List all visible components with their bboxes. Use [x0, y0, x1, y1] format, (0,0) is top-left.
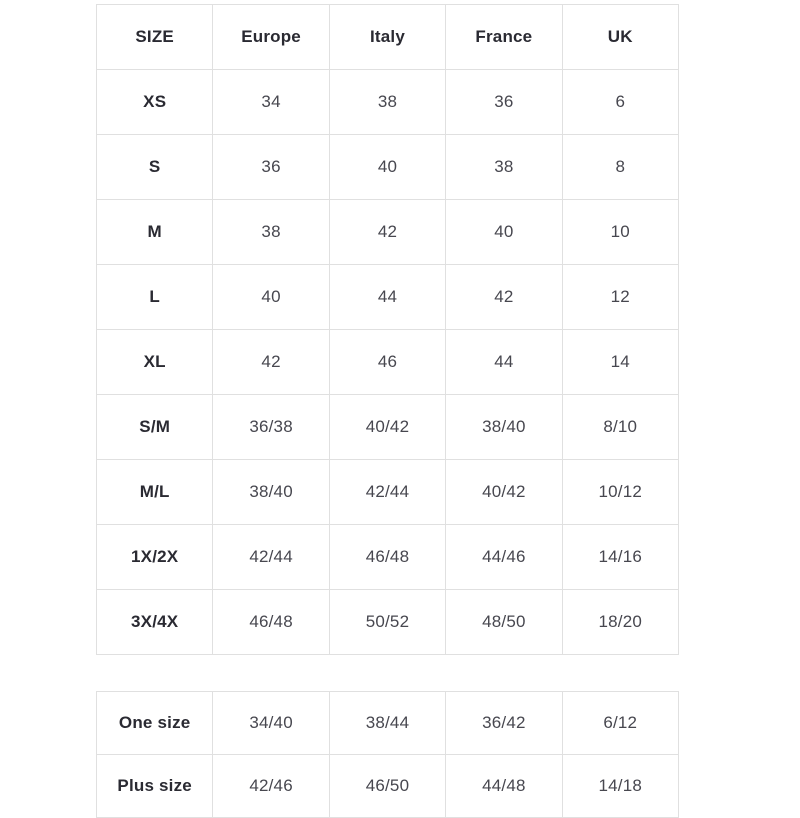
size-value-cell: 14 [562, 330, 678, 395]
size-value-cell: 34 [213, 70, 329, 135]
row-size-label: Plus size [97, 755, 213, 818]
size-value-cell: 42/44 [329, 460, 445, 525]
size-value-cell: 38/40 [446, 395, 562, 460]
size-value-cell: 38 [446, 135, 562, 200]
table-row [97, 330, 679, 395]
row-size-label: 1X/2X [97, 525, 213, 590]
row-size-label: 3X/4X [97, 590, 213, 655]
table-row [97, 755, 679, 818]
size-value-cell: 42 [446, 265, 562, 330]
size-table-header [97, 5, 679, 70]
size-value-cell: 50/52 [329, 590, 445, 655]
size-value-cell: 46 [329, 330, 445, 395]
row-size-label: One size [97, 692, 213, 755]
size-value-cell: 40/42 [329, 395, 445, 460]
size-value-cell: 42 [213, 330, 329, 395]
size-value-cell: 44 [329, 265, 445, 330]
size-value-cell: 12 [562, 265, 678, 330]
size-value-cell: 46/50 [329, 755, 445, 818]
size-value-cell: 40 [446, 200, 562, 265]
size-value-cell: 36/38 [213, 395, 329, 460]
row-size-label: L [97, 265, 213, 330]
size-value-cell: 14/18 [562, 755, 678, 818]
size-value-cell: 8 [562, 135, 678, 200]
table-row [97, 590, 679, 655]
size-value-cell: 48/50 [446, 590, 562, 655]
table-row [97, 70, 679, 135]
size-value-cell: 14/16 [562, 525, 678, 590]
size-value-cell: 36/42 [446, 692, 562, 755]
size-value-cell: 44/46 [446, 525, 562, 590]
table-row [97, 692, 679, 755]
table-row [97, 265, 679, 330]
row-size-label: XL [97, 330, 213, 395]
table-row [97, 135, 679, 200]
column-header: SIZE [97, 5, 213, 70]
size-value-cell: 10 [562, 200, 678, 265]
column-header: UK [562, 5, 678, 70]
size-value-cell: 44 [446, 330, 562, 395]
size-value-cell: 40 [213, 265, 329, 330]
row-size-label: S/M [97, 395, 213, 460]
size-value-cell: 34/40 [213, 692, 329, 755]
size-value-cell: 6 [562, 70, 678, 135]
size-value-cell: 44/48 [446, 755, 562, 818]
size-value-cell: 40 [329, 135, 445, 200]
table-row [97, 525, 679, 590]
column-header: Europe [213, 5, 329, 70]
size-value-cell: 38 [213, 200, 329, 265]
size-value-cell: 46/48 [213, 590, 329, 655]
size-conversion-table [96, 4, 679, 655]
size-value-cell: 36 [446, 70, 562, 135]
size-value-cell: 18/20 [562, 590, 678, 655]
size-value-cell: 46/48 [329, 525, 445, 590]
row-size-label: XS [97, 70, 213, 135]
size-value-cell: 10/12 [562, 460, 678, 525]
table-row [97, 395, 679, 460]
size-value-cell: 38/44 [329, 692, 445, 755]
row-size-label: M/L [97, 460, 213, 525]
table-row [97, 200, 679, 265]
row-size-label: M [97, 200, 213, 265]
size-value-cell: 42 [329, 200, 445, 265]
column-header: Italy [329, 5, 445, 70]
column-header: France [446, 5, 562, 70]
size-value-cell: 42/44 [213, 525, 329, 590]
size-value-cell: 42/46 [213, 755, 329, 818]
size-value-cell: 40/42 [446, 460, 562, 525]
size-value-cell: 38/40 [213, 460, 329, 525]
table-row [97, 460, 679, 525]
special-sizes-table [96, 691, 679, 818]
size-value-cell: 36 [213, 135, 329, 200]
size-value-cell: 8/10 [562, 395, 678, 460]
size-value-cell: 38 [329, 70, 445, 135]
special-table-body [97, 692, 679, 818]
row-size-label: S [97, 135, 213, 200]
header-row [97, 5, 679, 70]
size-table-body [97, 70, 679, 655]
size-value-cell: 6/12 [562, 692, 678, 755]
